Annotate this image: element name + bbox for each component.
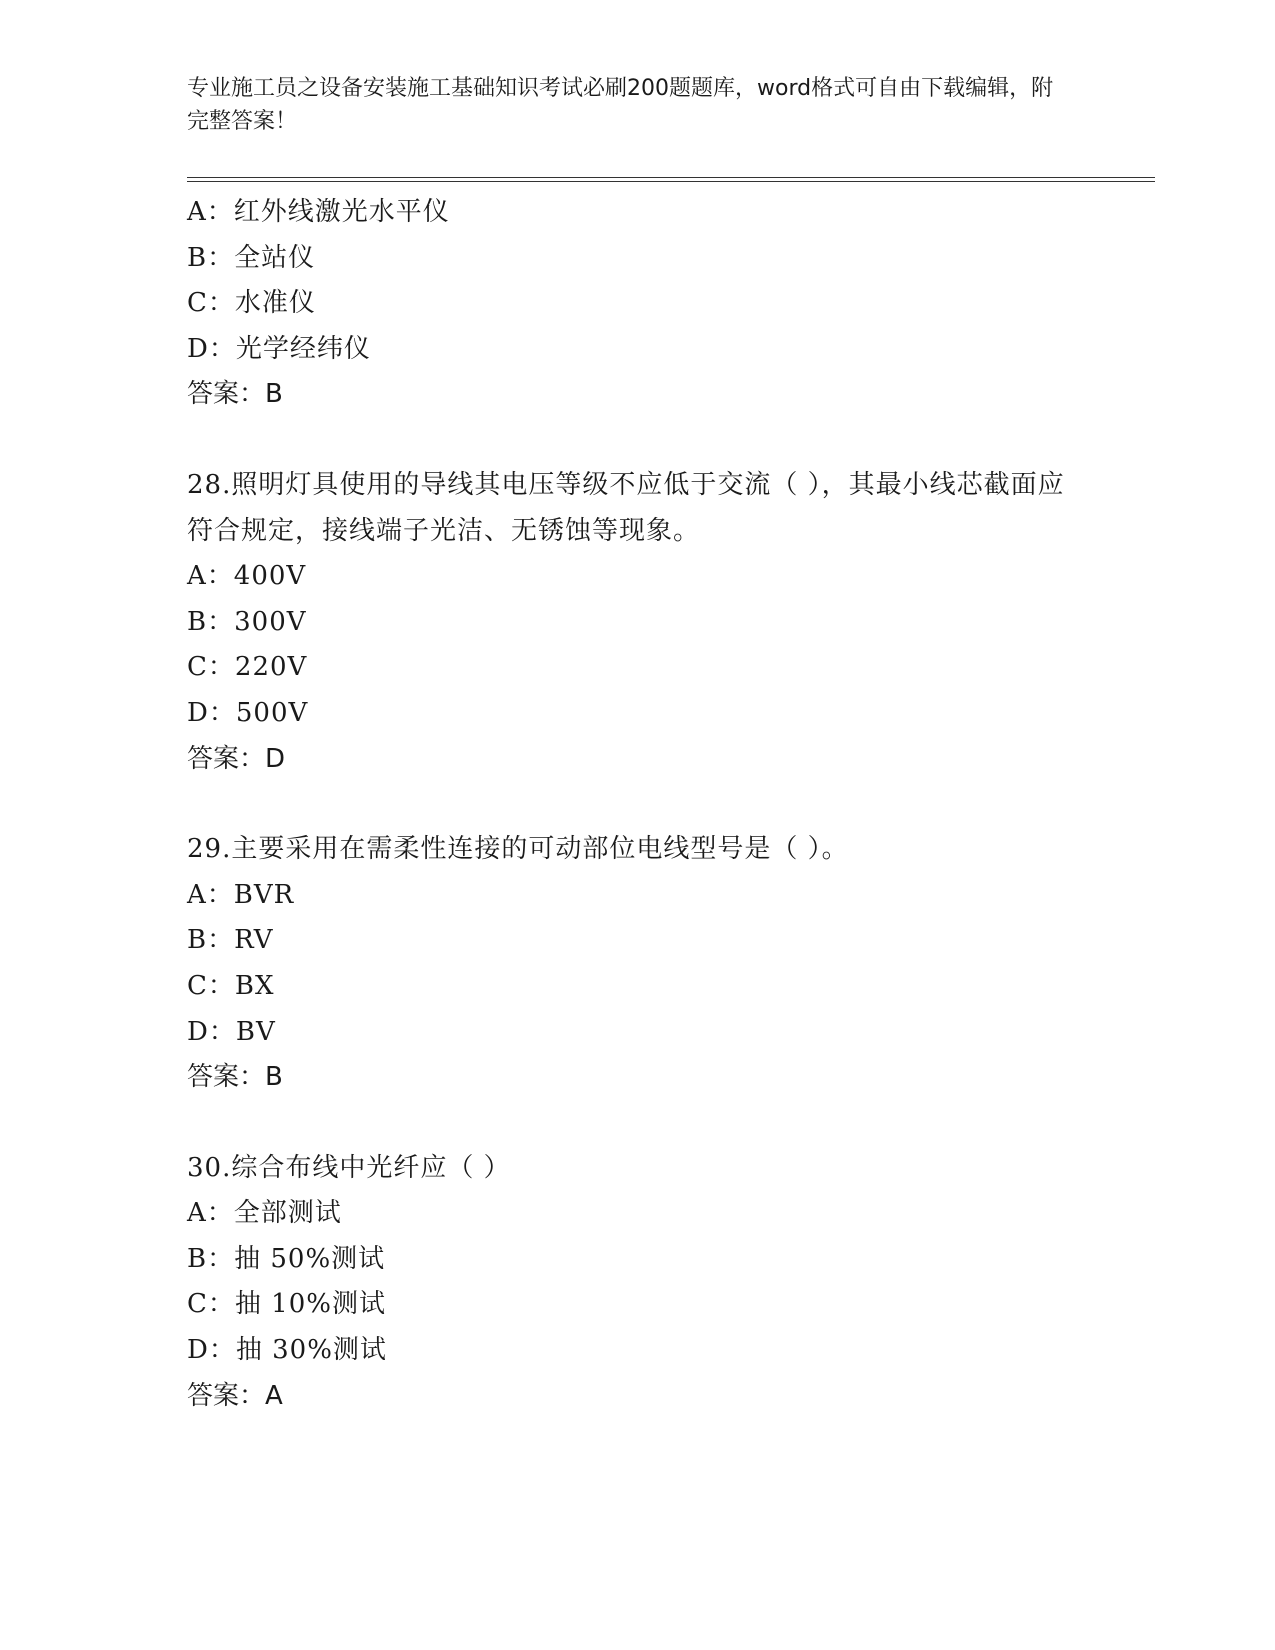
question-stem: 29.主要采用在需柔性连接的可动部位电线型号是（ ）。 xyxy=(187,834,849,865)
question-block xyxy=(187,190,1067,418)
option-c: C：抽 10%测试 xyxy=(187,1289,386,1320)
spacer xyxy=(187,418,1067,463)
option-a: A：BVR xyxy=(187,879,295,910)
page-header xyxy=(187,72,1067,138)
option-c: C：220V xyxy=(187,652,308,683)
question-stem: 28.照明灯具使用的导线其电压等级不应低于交流（ ），其最小线芯截面应符合规定，接线端子光洁、无锈蚀等现象。 xyxy=(187,469,1065,546)
option-b: B：全站仪 xyxy=(187,242,316,273)
spacer xyxy=(187,1101,1067,1146)
option-a: A：全部测试 xyxy=(187,1198,342,1229)
document-title: 专业施工员之设备安装施工基础知识考试必刷200题题库，word格式可自由下载编辑，附完整答案！ xyxy=(187,76,1054,134)
header-divider xyxy=(187,177,1155,182)
option-a: A：400V xyxy=(187,561,307,592)
option-d: D：BV xyxy=(187,1016,276,1047)
question-block xyxy=(187,827,1067,1101)
spacer xyxy=(187,782,1067,827)
option-c: C：BX xyxy=(187,970,275,1001)
answer-line: 答案：D xyxy=(187,743,286,774)
answer-line: 答案：B xyxy=(187,379,283,410)
option-b: B：300V xyxy=(187,606,307,637)
option-b: B：RV xyxy=(187,925,274,956)
question-stem: 30.综合布线中光纤应（ ） xyxy=(187,1152,511,1183)
option-b: B：抽 50%测试 xyxy=(187,1243,386,1274)
answer-line: 答案：A xyxy=(187,1380,283,1411)
answer-line: 答案：B xyxy=(187,1062,283,1093)
question-block xyxy=(187,1146,1067,1420)
option-d: D：抽 30%测试 xyxy=(187,1335,387,1366)
question-block xyxy=(187,463,1067,782)
option-c: C：水准仪 xyxy=(187,288,316,319)
question-list xyxy=(187,190,1067,1419)
option-a: A：红外线激光水平仪 xyxy=(187,197,450,227)
option-d: D：500V xyxy=(187,697,309,728)
option-d: D：光学经纬仪 xyxy=(187,333,371,364)
